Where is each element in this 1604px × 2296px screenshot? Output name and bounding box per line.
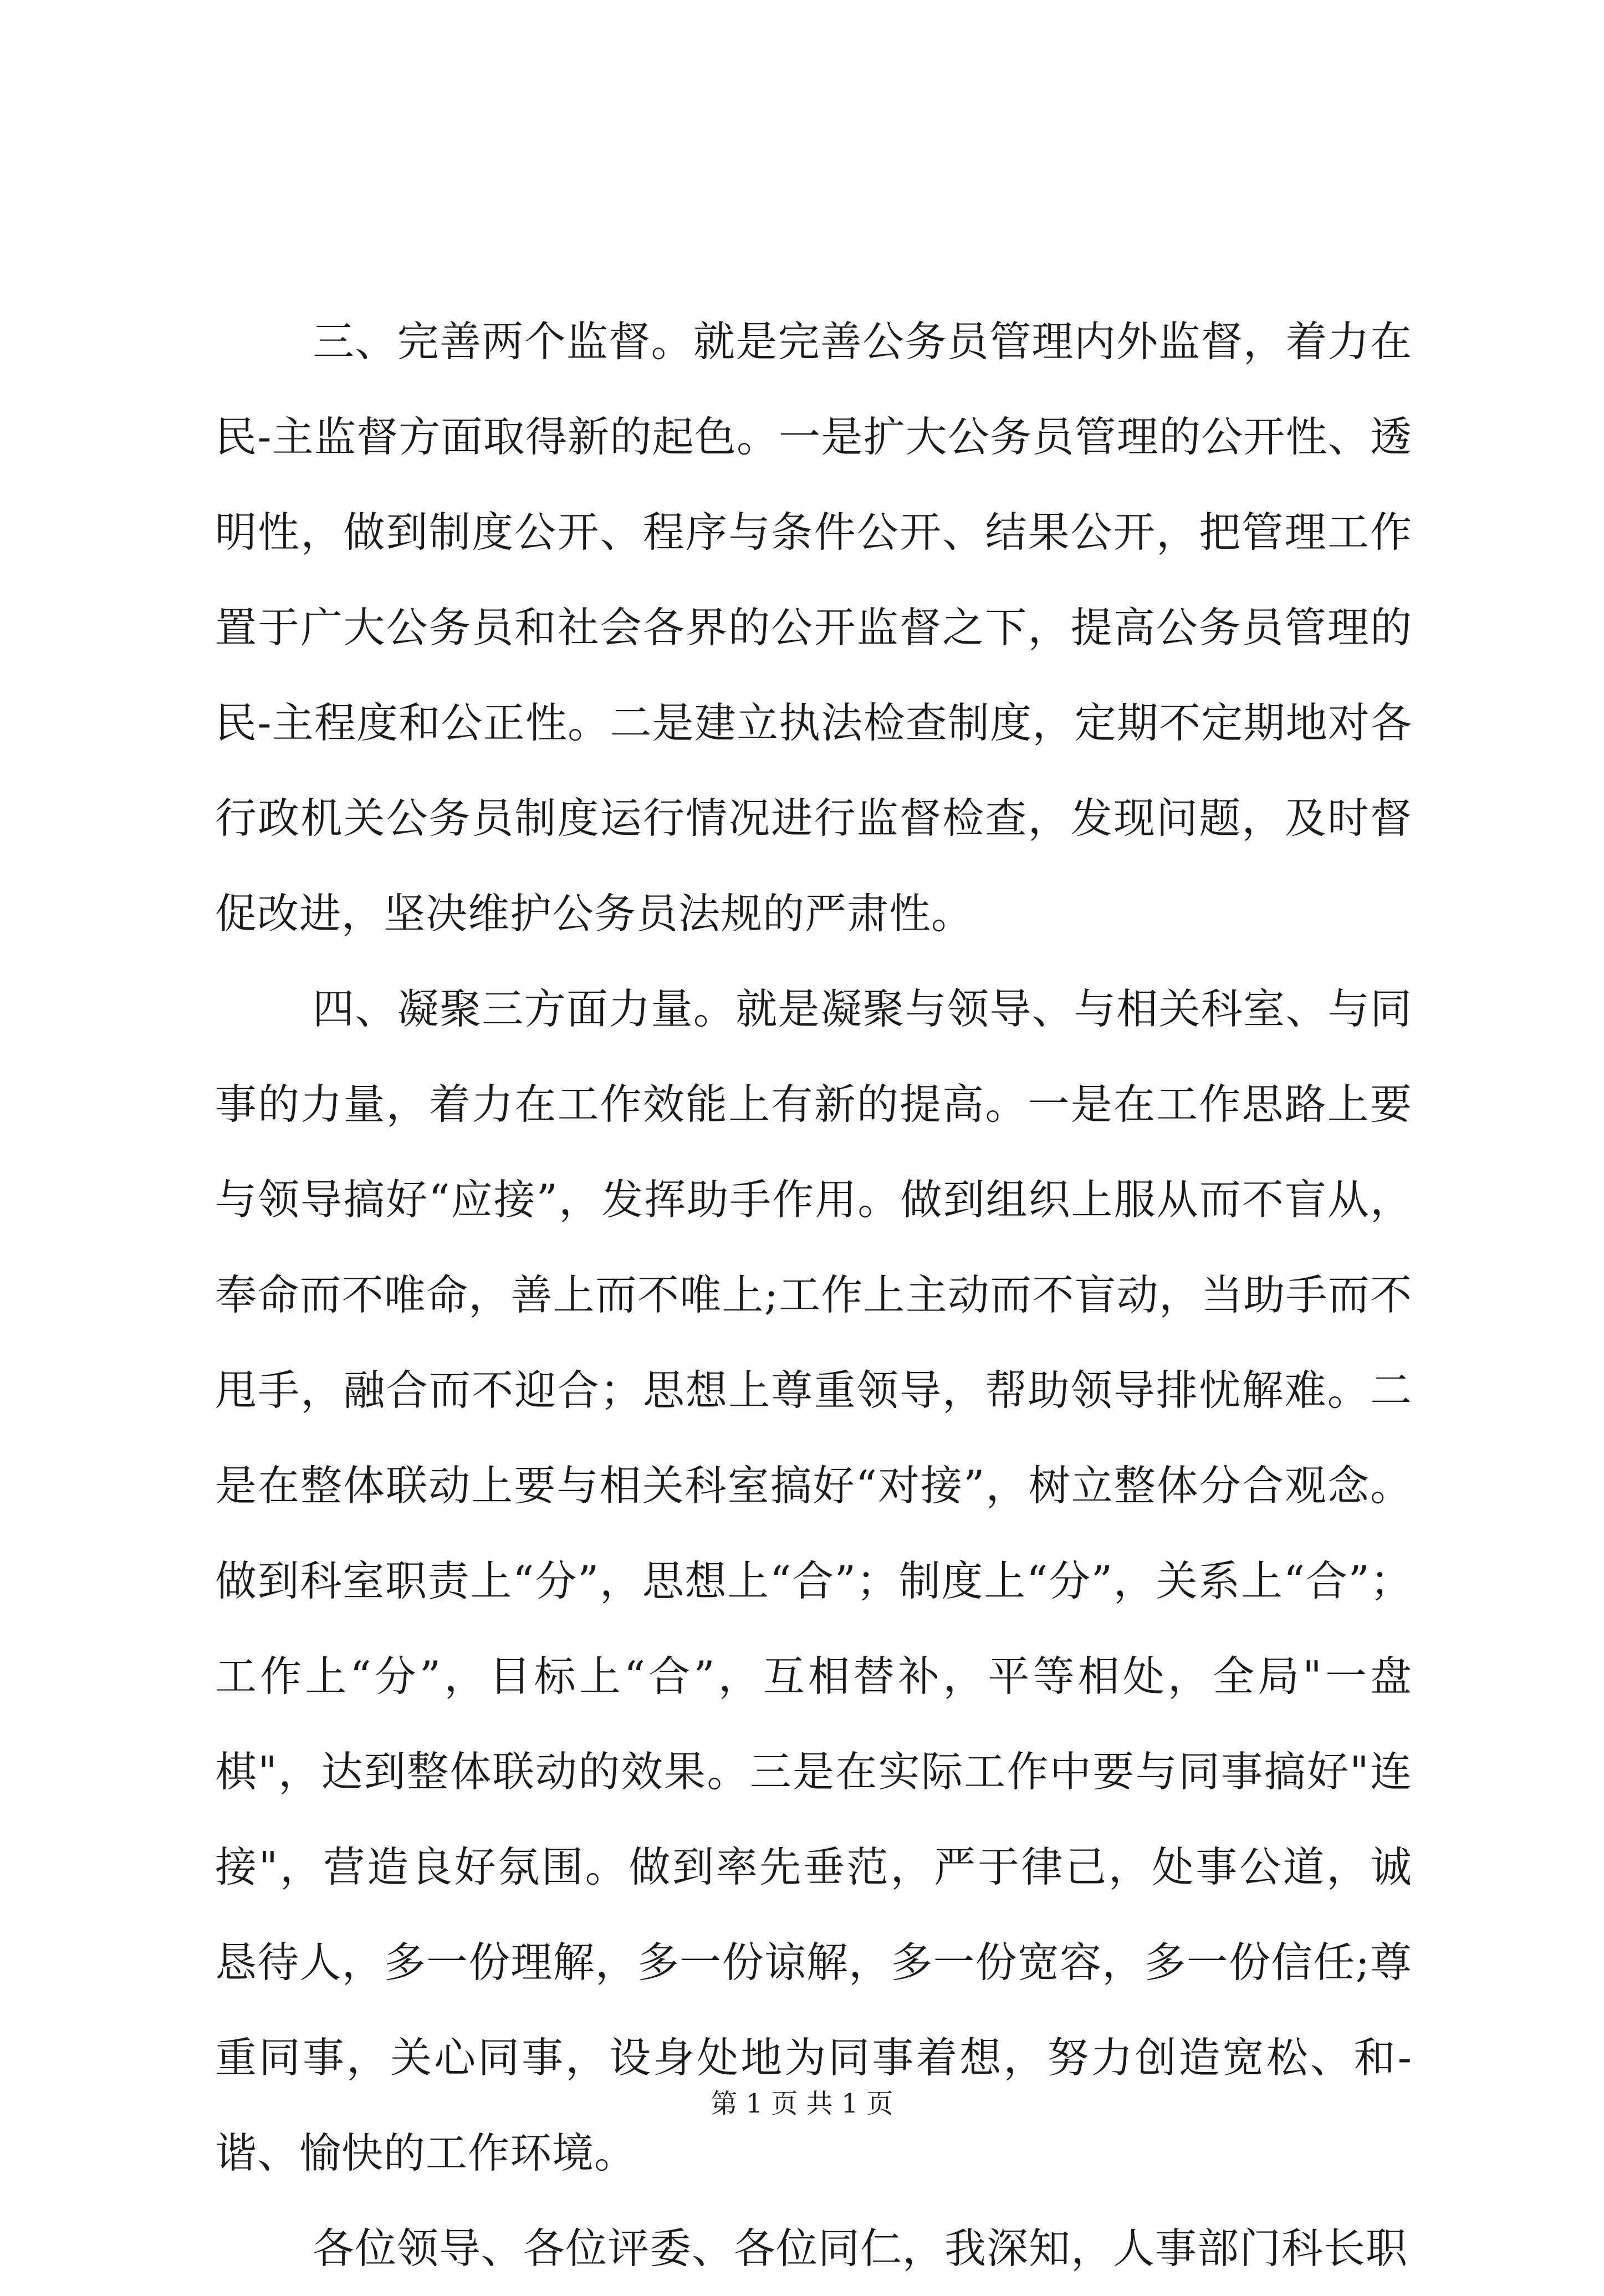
paragraph-closing: 各位领导、各位评委、各位同仁，我深知，人事部门科长职: [313, 2224, 1408, 2273]
paragraph-supervision: 三、完善两个监督。就是完善公务员管理内外监督，着力在民-主监督方面取得新的起色。一是扩大公务员管理的公开性、透明性，做到制度公开、程序与条件公开、结果公开，把管理工作置于广大公务员和社会各界的公开监督之下，提高公务员管理的民-主程度和公正性。二是建立执法检查制度，定期不定期地对各行政机关公务员制度运行情况进行监督检查，发现问题，及时督促改进，坚决维护公务员法规的严肃性。: [215, 317, 1412, 938]
paragraph-cohesion: 四、凝聚三方面力量。就是凝聚与领导、与相关科室、与同事的力量，着力在工作效能上有新的提高。一是在工作思路上要与领导搞好“应接”，发挥助手作用。做到组织上服从而不盲从，奉命而不唯命，善上而不唯上;工作上主动而不盲动，当助手而不甩手，融合而不迎合；思想上尊重领导，帮助领导排忧解难。二是在整体联动上要与相关科室搞好“对接”，树立整体分合观念。做到科室职责上“分”，思想上“合”；制度上“分”，关系上“合”；工作上“分”，目标上“合”，互相替补，平等相处，全局"一盘棋"，达到整体联动的效果。三是在实际工作中要与同事搞好"连接"，营造良好氛围。做到率先垂范，严于律己，处事公道，诚恳待人，多一份理解，多一份谅解，多一份宽容，多一份信任;尊重同事，关心同事，设身处地为同事着想，努力创造宽松、和-谐、愉快的工作环境。: [215, 984, 1412, 2177]
document-body: [215, 294, 1412, 2296]
page-footer: 第 1 页 共 1 页: [711, 2088, 893, 2119]
